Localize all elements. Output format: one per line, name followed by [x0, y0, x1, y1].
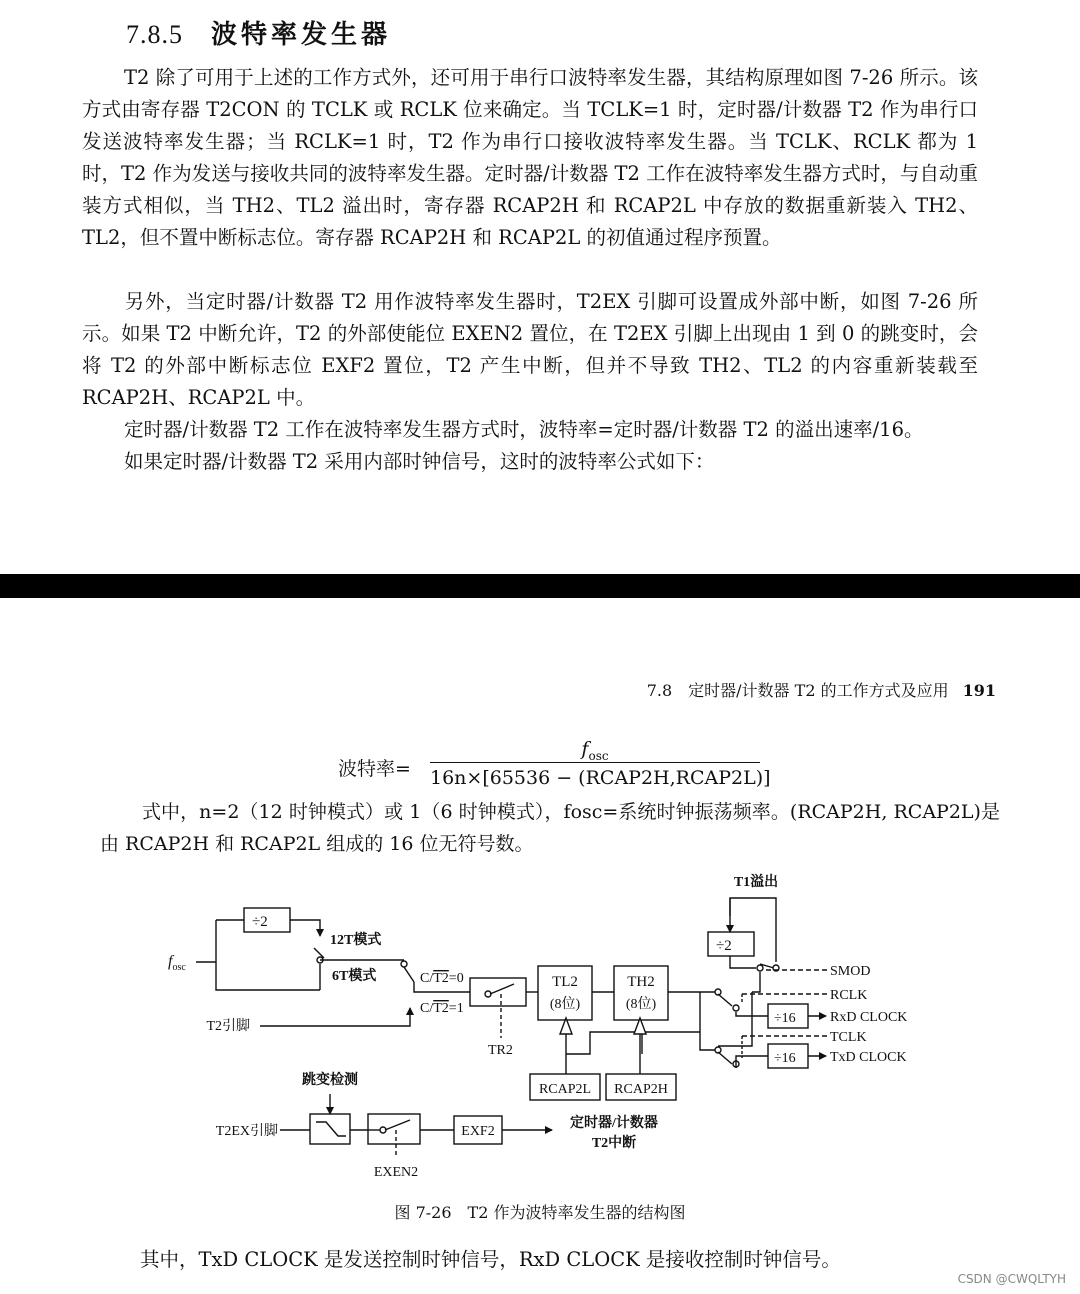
t2ex-pin-label: T2EX引脚 [215, 1124, 278, 1139]
page-divider [0, 574, 1080, 598]
t2pin-label: T2引脚 [206, 1019, 250, 1034]
tx-div16-label: ÷16 [774, 1051, 796, 1066]
running-head-title: 7.8 定时器/计数器 T2 的工作方式及应用 [646, 681, 949, 700]
formula-denominator: 16n×[65536 − (RCAP2H,RCAP2L)] [430, 767, 771, 789]
tr2-switch-box [470, 978, 526, 1006]
tl2-label: TL2 [552, 974, 578, 990]
txd-clock-label: TxD CLOCK [830, 1050, 907, 1065]
formula-fraction [430, 738, 771, 789]
watermark: CSDN @CWQLTYH [957, 1272, 1066, 1286]
mode6-label: 6T模式 [332, 969, 377, 984]
exen2-label: EXEN2 [373, 1165, 419, 1180]
smod-label: SMOD [830, 964, 871, 979]
section-title: 波特率发生器 [211, 20, 392, 50]
page-number: 191 [962, 681, 996, 700]
formula-numerator: $f_{osc}$ [581, 738, 609, 763]
ct0-label: C/T2=0 [420, 971, 464, 986]
t1-div2-label: ÷2 [716, 938, 732, 954]
exen2-switch-box [368, 1114, 420, 1144]
th2-bits-label: (8位) [625, 997, 657, 1012]
paragraph: 如果定时器/计数器 T2 采用内部时钟信号，这时的波特率公式如下： [124, 450, 715, 473]
rcap2l-label: RCAP2L [538, 1082, 592, 1097]
rxd-clock-label: RxD CLOCK [830, 1010, 908, 1025]
bottom-page [0, 598, 1080, 1294]
section-number: 7.8.5 [126, 20, 183, 49]
tl2-bits-label: (8位) [549, 997, 581, 1012]
formula-lhs: 波特率= [338, 758, 411, 780]
top-page [0, 0, 1080, 572]
ct1-label: C/T2=1 [420, 1001, 464, 1016]
mode12-label: 12T模式 [330, 933, 382, 948]
formula-explanation: 式中，n=2（12 时钟模式）或 1（6 时钟模式），fosc=系统时钟振荡频率。(RCAP2H, RCAP2L)是由 RCAP2H 和 RCAP2L 组成的 16 位无符号数。 [100, 801, 1000, 855]
section-heading [126, 14, 391, 51]
baud-rate-diagram [0, 868, 1080, 1198]
th2-label: TH2 [627, 974, 655, 990]
t1-overflow-label: T1溢出 [733, 875, 779, 890]
edge-detect-box [310, 1114, 350, 1144]
div2-label: ÷2 [252, 914, 268, 930]
fosc-label: $f_{osc}$ [168, 953, 186, 973]
rcap2h-label: RCAP2H [614, 1082, 668, 1097]
running-head [647, 678, 996, 701]
t2-interrupt-label: T2中断 [591, 1136, 637, 1151]
timer-label: 定时器/计数器 [570, 1116, 658, 1131]
edge-detect-label: 跳变检测 [302, 1073, 358, 1088]
paragraph: T2 除了可用于上述的工作方式外，还可用于串行口波特率发生器，其结构原理如图 7-26 所示。该方式由寄存器 T2CON 的 TCLK 或 RCLK 位来确定。当 TCLK=1 时，定时器/计数器 T2 作为串行口发送波特率发生器；当 RCLK=1 时，T2 作为串行口接收波特率发生器。当 TCLK、RCLK 都为 1 时，T2 作为发送与接收共同的波特率发生器。定时器/计数器 T2 工作在波特率发生器方式时，与自动重装方式相似，当 TH2、TL2 溢出时，寄存器 RCAP2H 和 RCAP2L 中存放的数据重新装入 TH2、TL2，但不置中断标志位。寄存器 RCAP2H 和 RCAP2L 的初值通过程序预置。 [82, 66, 978, 249]
tr2-label: TR2 [488, 1043, 513, 1058]
tclk-label: TCLK [830, 1030, 867, 1045]
paragraph: 另外，当定时器/计数器 T2 用作波特率发生器时，T2EX 引脚可设置成外部中断，如图 7-26 所示。如果 T2 中断允许，T2 的外部使能位 EXEN2 置位，在 T2EX 引脚上出现由 1 到 0 的跳变时，会将 T2 的外部中断标志位 EXF2 置位，T2 产生中断，但并不导致 TH2、TL2 的内容重新装载至 RCAP2H、RCAP2L 中。 [82, 290, 978, 409]
exf2-label: EXF2 [461, 1124, 495, 1139]
paragraph: 定时器/计数器 T2 工作在波特率发生器方式时，波特率=定时器/计数器 T2 的溢出速率/16。 [124, 418, 924, 441]
rclk-label: RCLK [830, 988, 868, 1003]
rx-div16-label: ÷16 [774, 1011, 796, 1026]
closing-line: 其中，TxD CLOCK 是发送控制时钟信号，RxD CLOCK 是接收控制时钟信号。 [140, 1248, 841, 1271]
figure-caption: 图 7-26 T2 作为波特率发生器的结构图 [394, 1203, 686, 1222]
